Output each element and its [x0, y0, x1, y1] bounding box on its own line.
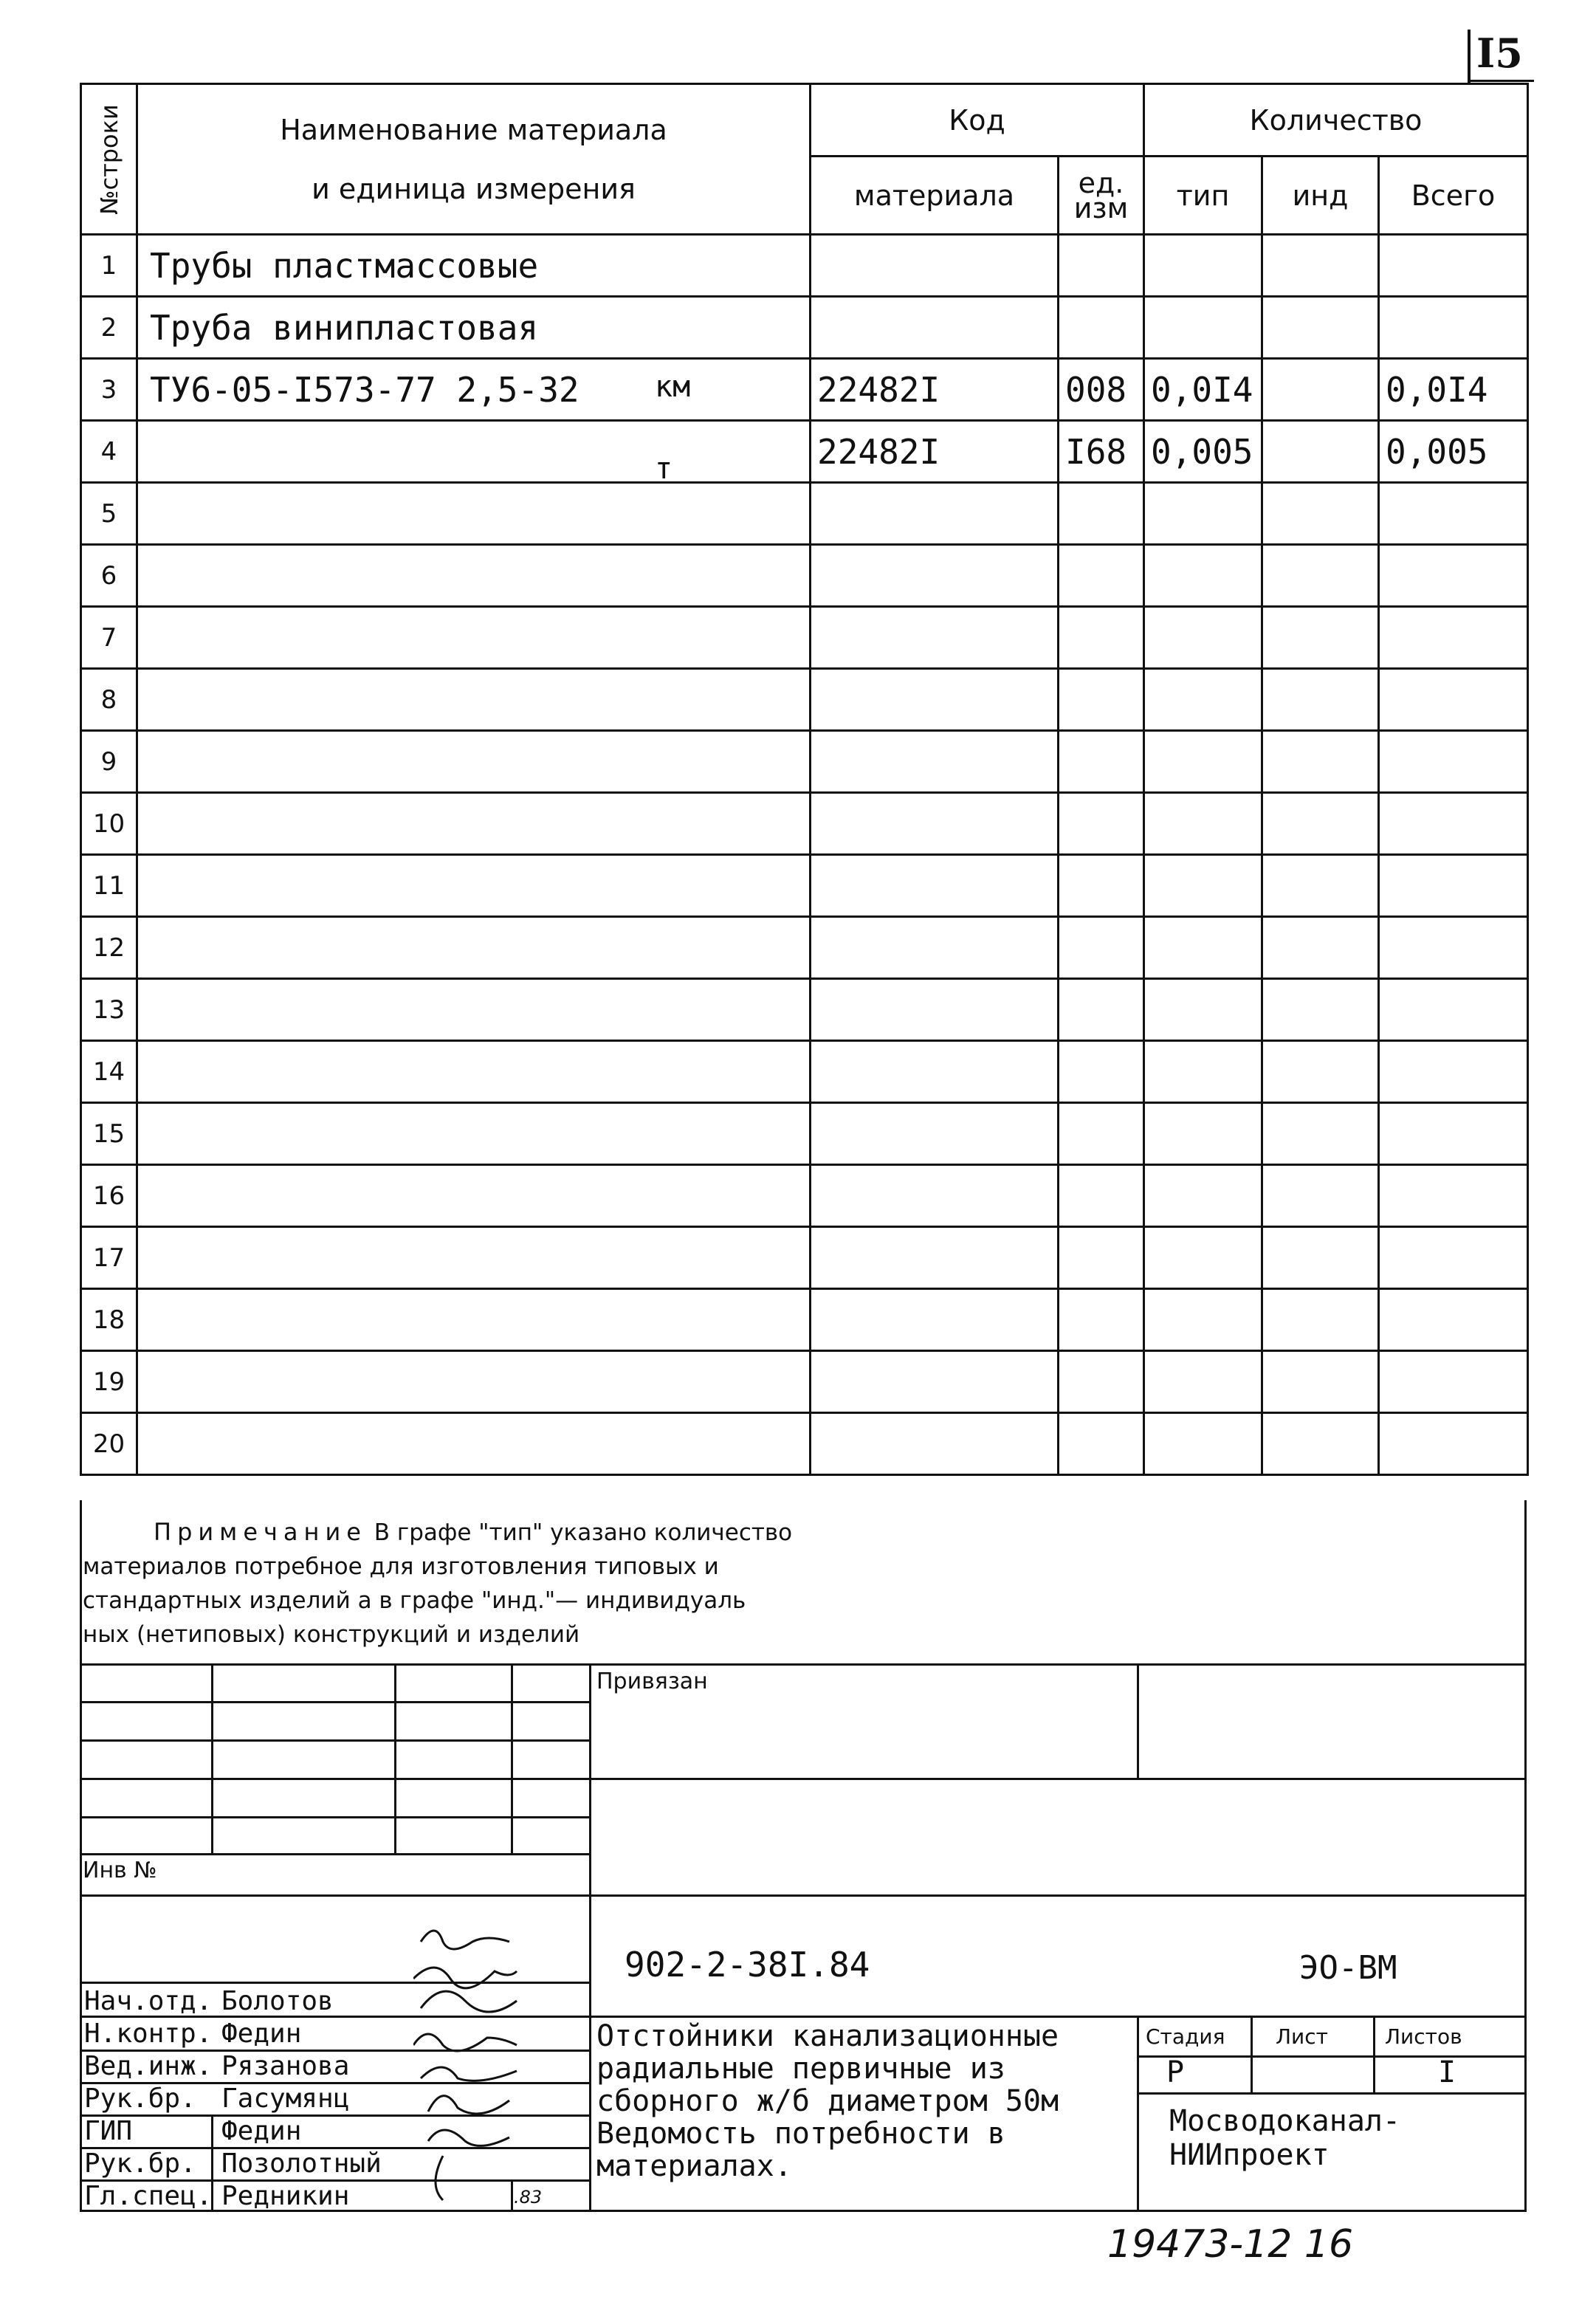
- row-ind-qty: [1262, 1289, 1379, 1351]
- row-type-qty: [1144, 297, 1262, 359]
- row-type-qty: [1144, 483, 1262, 545]
- row-type-qty: 0,0I4: [1144, 359, 1262, 421]
- staff-role: Н.контр.: [84, 2019, 213, 2049]
- staff-name: Федин: [221, 2019, 302, 2049]
- row-total: [1379, 855, 1528, 917]
- row-unit: [1059, 1103, 1144, 1165]
- row-ind-qty: [1262, 1227, 1379, 1289]
- row-name: [137, 359, 811, 421]
- table-row: [81, 1103, 1528, 1165]
- row-unit-label: км: [655, 369, 691, 404]
- staff-role: Гл.спец.: [84, 2181, 213, 2211]
- table-row: [81, 297, 1528, 359]
- row-unit: [1059, 793, 1144, 855]
- table-row: [81, 359, 1528, 421]
- table-row: [81, 235, 1528, 297]
- row-ind-qty: [1262, 1413, 1379, 1475]
- row-total: [1379, 1227, 1528, 1289]
- row-number: 16: [81, 1165, 137, 1227]
- staff-role: Вед.инж.: [84, 2051, 213, 2081]
- table-row: [81, 1351, 1528, 1413]
- table-row: [81, 917, 1528, 979]
- row-unit: [1059, 1351, 1144, 1413]
- document-code: 902-2-38I.84: [625, 1945, 870, 1985]
- row-total: [1379, 483, 1528, 545]
- row-number: 15: [81, 1103, 137, 1165]
- row-total: [1379, 545, 1528, 607]
- row-type-qty: [1144, 545, 1262, 607]
- row-number: 20: [81, 1413, 137, 1475]
- code-header: Код: [811, 84, 1144, 157]
- table-row: [81, 483, 1528, 545]
- table-row: [81, 731, 1528, 793]
- row-code: [811, 607, 1059, 669]
- stage-label: Стадия: [1146, 2024, 1225, 2049]
- table-row: [81, 855, 1528, 917]
- date-mark: .83: [514, 2187, 543, 2208]
- row-ind-qty: [1262, 421, 1379, 483]
- row-total: [1379, 1289, 1528, 1351]
- row-name-text: Трубы пластмассовые: [150, 245, 539, 286]
- row-ind-qty: [1262, 731, 1379, 793]
- document-title: Отстойники канализационные радиальные первичные из сборного ж/б диаметром 50м Ведомость потребности в материалах.: [596, 2019, 1059, 2183]
- privyazan-label: Привязан: [596, 1669, 708, 1694]
- row-code: [811, 1103, 1059, 1165]
- row-total: [1379, 979, 1528, 1041]
- row-ind-qty: [1262, 855, 1379, 917]
- unit-header: ед. изм: [1059, 157, 1144, 235]
- row-number: 9: [81, 731, 137, 793]
- table-row: [81, 979, 1528, 1041]
- row-type-qty: [1144, 793, 1262, 855]
- row-number: 2: [81, 297, 137, 359]
- row-total: [1379, 1041, 1528, 1103]
- staff-role: Нач.отд.: [84, 1986, 213, 2016]
- row-total: [1379, 1165, 1528, 1227]
- row-number: 13: [81, 979, 137, 1041]
- row-ind-qty: [1262, 1165, 1379, 1227]
- note-text: Примечание В графе "тип" указано количество материалов потребное для изготовления типовых и стандартных изделий а в графе "инд."— индивидуаль ных (нетиповых) конструкций и изделий: [83, 1515, 969, 1652]
- row-type-qty: [1144, 917, 1262, 979]
- row-name: [137, 235, 811, 297]
- row-unit: [1059, 607, 1144, 669]
- row-unit: [1059, 483, 1144, 545]
- sheet-code: ЭО-ВМ: [1299, 1949, 1397, 1987]
- row-unit: I68: [1059, 421, 1144, 483]
- name-header: [137, 84, 811, 235]
- row-unit: [1059, 1227, 1144, 1289]
- row-unit: [1059, 669, 1144, 731]
- row-name: [137, 607, 811, 669]
- row-number: 12: [81, 917, 137, 979]
- row-code: [811, 1227, 1059, 1289]
- row-type-qty: [1144, 1413, 1262, 1475]
- row-name-text: ТУ6-05-I573-77 2,5-32: [150, 369, 579, 410]
- page-number-underline: [1468, 80, 1534, 82]
- row-number: 19: [81, 1351, 137, 1413]
- staff-name: Редникин: [221, 2181, 350, 2211]
- row-code: [811, 1041, 1059, 1103]
- row-number: 8: [81, 669, 137, 731]
- row-total: [1379, 235, 1528, 297]
- row-name: [137, 421, 811, 483]
- row-code: [811, 855, 1059, 917]
- row-total: [1379, 1413, 1528, 1475]
- stage-value: Р: [1166, 2055, 1185, 2089]
- row-type-qty: [1144, 607, 1262, 669]
- row-unit: 008: [1059, 359, 1144, 421]
- row-unit: [1059, 917, 1144, 979]
- sheets-label: Листов: [1385, 2024, 1462, 2049]
- signatures: [413, 1920, 524, 2208]
- materials-table: [80, 83, 1529, 1476]
- table-row: [81, 1227, 1528, 1289]
- row-code: [811, 669, 1059, 731]
- row-type-qty: [1144, 855, 1262, 917]
- row-name: [137, 731, 811, 793]
- row-number: 11: [81, 855, 137, 917]
- row-number: 10: [81, 793, 137, 855]
- row-total: [1379, 607, 1528, 669]
- sheets-value: I: [1438, 2055, 1456, 2089]
- page-number-frame: [1468, 30, 1471, 83]
- table-row: [81, 793, 1528, 855]
- row-ind-qty: [1262, 483, 1379, 545]
- note-line4: ных (нетиповых) конструкций и изделий: [83, 1621, 580, 1648]
- ind-header: инд: [1262, 157, 1379, 235]
- row-unit: [1059, 731, 1144, 793]
- row-unit: [1059, 1413, 1144, 1475]
- row-code: [811, 1289, 1059, 1351]
- row-ind-qty: [1262, 297, 1379, 359]
- row-type-qty: [1144, 1351, 1262, 1413]
- name-header-line2: и единица измерения: [312, 172, 636, 205]
- row-unit: [1059, 855, 1144, 917]
- row-name: [137, 793, 811, 855]
- row-type-qty: [1144, 1165, 1262, 1227]
- total-header: Всего: [1379, 157, 1528, 235]
- row-ind-qty: [1262, 669, 1379, 731]
- name-header-line1: Наименование материала: [280, 113, 667, 146]
- table-row: [81, 669, 1528, 731]
- row-code: [811, 731, 1059, 793]
- table-row: [81, 1165, 1528, 1227]
- row-code: [811, 483, 1059, 545]
- row-name: [137, 669, 811, 731]
- page-number: I5: [1476, 30, 1523, 77]
- row-number: 17: [81, 1227, 137, 1289]
- row-code: [811, 545, 1059, 607]
- table-row: [81, 607, 1528, 669]
- type-header: тип: [1144, 157, 1262, 235]
- table-row: [81, 1289, 1528, 1351]
- row-total: [1379, 793, 1528, 855]
- row-unit: [1059, 1165, 1144, 1227]
- row-ind-qty: [1262, 545, 1379, 607]
- row-number: 3: [81, 359, 137, 421]
- row-name: [137, 979, 811, 1041]
- quantity-header: Количество: [1144, 84, 1528, 157]
- note-line2: материалов потребное для изготовления типовых и: [83, 1553, 719, 1580]
- row-unit: [1059, 1041, 1144, 1103]
- row-total: 0,005: [1379, 421, 1528, 483]
- row-name: [137, 1413, 811, 1475]
- row-code: [811, 1351, 1059, 1413]
- row-type-qty: [1144, 731, 1262, 793]
- row-type-qty: 0,005: [1144, 421, 1262, 483]
- row-ind-qty: [1262, 607, 1379, 669]
- row-total: [1379, 1103, 1528, 1165]
- row-number: 6: [81, 545, 137, 607]
- row-type-qty: [1144, 1289, 1262, 1351]
- row-code: [811, 235, 1059, 297]
- row-type-qty: [1144, 979, 1262, 1041]
- note-label: Примечание: [154, 1518, 367, 1546]
- row-name: [137, 297, 811, 359]
- archive-number: 19473-12 16: [1107, 2222, 1354, 2267]
- row-ind-qty: [1262, 1103, 1379, 1165]
- table-row: [81, 421, 1528, 483]
- row-code: [811, 1165, 1059, 1227]
- row-code: 22482I: [811, 421, 1059, 483]
- row-unit: [1059, 545, 1144, 607]
- note-line3: стандартных изделий а в графе "инд."— индивидуаль: [83, 1587, 746, 1614]
- row-total: [1379, 731, 1528, 793]
- material-code-header: материала: [811, 157, 1059, 235]
- row-code: [811, 917, 1059, 979]
- row-unit: [1059, 297, 1144, 359]
- row-ind-qty: [1262, 793, 1379, 855]
- row-ind-qty: [1262, 1041, 1379, 1103]
- row-name: [137, 1289, 811, 1351]
- row-type-qty: [1144, 1041, 1262, 1103]
- staff-name: Рязанова: [221, 2051, 350, 2081]
- row-number: 1: [81, 235, 137, 297]
- staff-name: Федин: [221, 2116, 302, 2146]
- sheet-label: Лист: [1276, 2024, 1328, 2049]
- row-number: 7: [81, 607, 137, 669]
- row-ind-qty: [1262, 979, 1379, 1041]
- staff-name: Гасумянц: [221, 2083, 350, 2114]
- row-ind-qty: [1262, 359, 1379, 421]
- staff-name: Болотов: [221, 1986, 334, 2016]
- row-total: [1379, 669, 1528, 731]
- row-name: [137, 545, 811, 607]
- row-code: [811, 793, 1059, 855]
- row-name: [137, 855, 811, 917]
- staff-name: Позолотный: [221, 2148, 382, 2179]
- row-unit: [1059, 1289, 1144, 1351]
- row-name: [137, 1351, 811, 1413]
- row-unit-label: т: [655, 451, 673, 483]
- row-ind-qty: [1262, 235, 1379, 297]
- row-total: 0,0I4: [1379, 359, 1528, 421]
- row-name: [137, 1103, 811, 1165]
- row-number: 14: [81, 1041, 137, 1103]
- row-total: [1379, 297, 1528, 359]
- row-code: [811, 297, 1059, 359]
- organization: Мосводоканал- НИИпроект: [1169, 2104, 1401, 2172]
- row-code: [811, 979, 1059, 1041]
- table-row: [81, 1413, 1528, 1475]
- inventory-number-label: Инв №: [83, 1858, 157, 1883]
- row-name: [137, 1165, 811, 1227]
- table-row: [81, 545, 1528, 607]
- row-type-qty: [1144, 669, 1262, 731]
- row-type-qty: [1144, 1103, 1262, 1165]
- row-name: [137, 483, 811, 545]
- staff-role: ГИП: [84, 2116, 133, 2146]
- row-number-header: №строки: [81, 84, 137, 235]
- row-type-qty: [1144, 235, 1262, 297]
- table-row: [81, 1041, 1528, 1103]
- row-number: 4: [81, 421, 137, 483]
- row-number: 18: [81, 1289, 137, 1351]
- row-name: [137, 1227, 811, 1289]
- row-number: 5: [81, 483, 137, 545]
- row-name: [137, 1041, 811, 1103]
- row-unit: [1059, 235, 1144, 297]
- row-ind-qty: [1262, 1351, 1379, 1413]
- row-type-qty: [1144, 1227, 1262, 1289]
- staff-role: Рук.бр.: [84, 2148, 196, 2179]
- row-ind-qty: [1262, 917, 1379, 979]
- row-code: 22482I: [811, 359, 1059, 421]
- row-code: [811, 1413, 1059, 1475]
- row-unit: [1059, 979, 1144, 1041]
- row-total: [1379, 917, 1528, 979]
- staff-role: Рук.бр.: [84, 2083, 196, 2114]
- row-name-text: Труба винипластовая: [150, 307, 539, 348]
- row-total: [1379, 1351, 1528, 1413]
- row-name: [137, 917, 811, 979]
